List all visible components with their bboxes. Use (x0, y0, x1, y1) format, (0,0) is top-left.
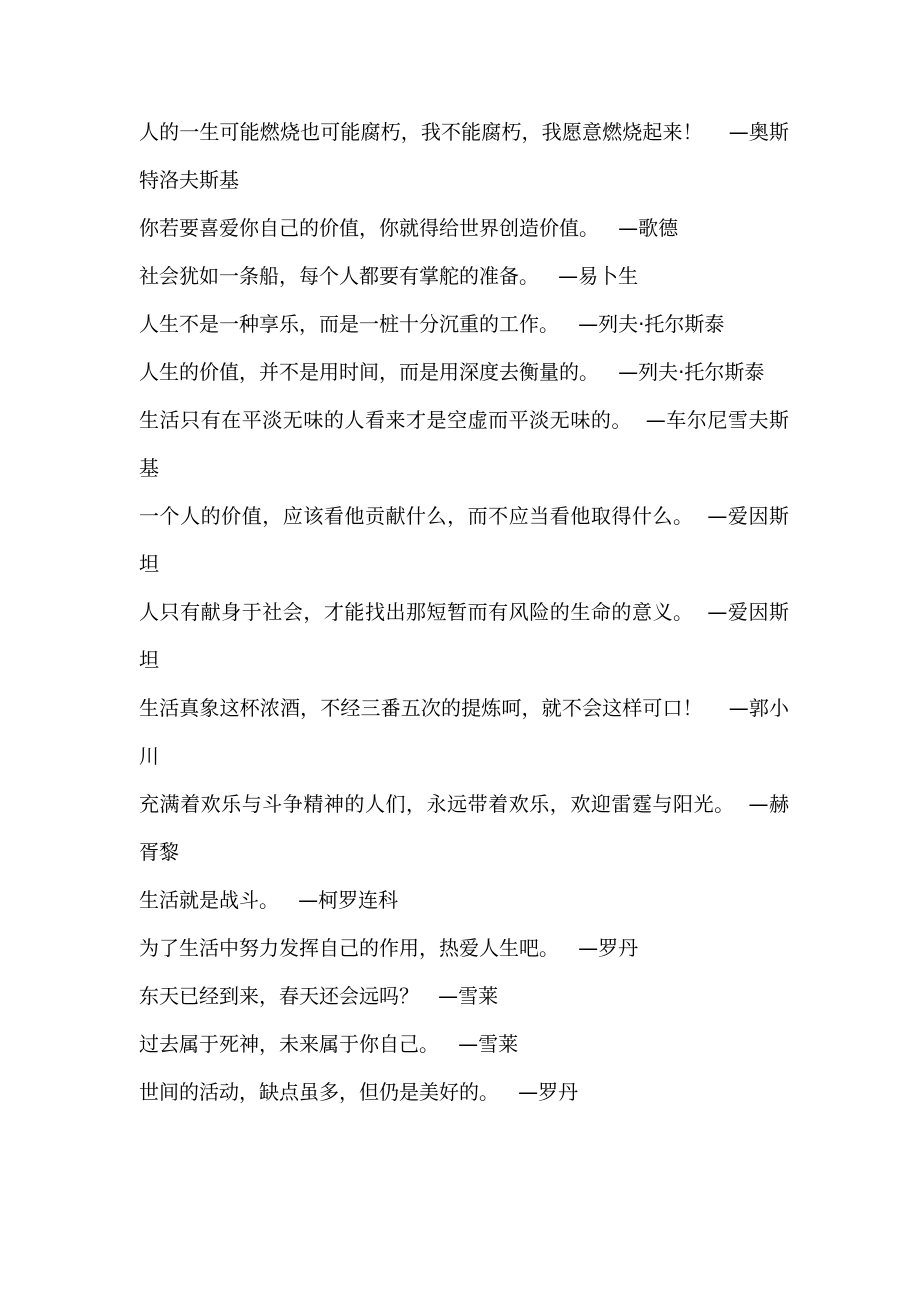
quote-separator (559, 312, 578, 336)
quote-author: —赫胥黎 (139, 792, 790, 864)
quote-separator (735, 792, 749, 816)
quote-text: 为了生活中努力发挥自己的作用，热爱人生吧。 (139, 936, 559, 960)
quote-separator (632, 408, 646, 432)
quote-item (139, 1020, 789, 1068)
quote-item (139, 252, 789, 300)
quote-author: —雪莱 (458, 1032, 519, 1056)
quote-item (139, 876, 789, 924)
quote-separator (419, 984, 438, 1008)
quote-text: 充满着欢乐与斗争精神的人们，永远带着欢乐，欢迎雷霆与阳光。 (139, 792, 735, 816)
quote-separator (499, 1080, 518, 1104)
quote-text: 东天已经到来，春天还会远吗？ (139, 984, 419, 1008)
quote-author: —易卜生 (558, 264, 639, 288)
quote-item (139, 348, 789, 396)
quote-item (139, 588, 789, 684)
quote-item (139, 204, 789, 252)
quote-separator (703, 696, 729, 720)
quote-item (139, 492, 789, 588)
quote-author: —柯罗连科 (298, 888, 399, 912)
quote-list (139, 108, 789, 1116)
quote-separator (694, 504, 708, 528)
quote-text: 一个人的价值，应该看他贡献什么，而不应当看他取得什么。 (139, 504, 694, 528)
quote-author: —雪莱 (438, 984, 499, 1008)
quote-item (139, 108, 789, 204)
quote-text: 人只有献身于社会，才能找出那短暂而有风险的生命的意义。 (139, 600, 694, 624)
quote-text: 过去属于死神，未来属于你自己。 (139, 1032, 439, 1056)
quote-separator (439, 1032, 458, 1056)
quote-author: —列夫·托尔斯泰 (618, 360, 765, 384)
quote-separator (599, 360, 618, 384)
quote-item (139, 972, 789, 1020)
quote-separator (279, 888, 298, 912)
quote-text: 人生不是一种享乐，而是一桩十分沉重的工作。 (139, 312, 559, 336)
quote-separator (703, 120, 729, 144)
quote-text: 人生的价值，并不是用时间，而是用深度去衡量的。 (139, 360, 599, 384)
quote-author: —罗丹 (578, 936, 639, 960)
quote-separator (539, 264, 558, 288)
quote-text: 你若要喜爱你自己的价值，你就得给世界创造价值。 (139, 216, 599, 240)
quote-text: 生活只有在平淡无味的人看来才是空虚而平淡无味的。 (139, 408, 632, 432)
quote-text: 人的一生可能燃烧也可能腐朽，我不能腐朽，我愿意燃烧起来！ (139, 120, 703, 144)
quote-item (139, 1068, 789, 1116)
quote-separator (559, 936, 578, 960)
quote-author: —郭小川 (139, 696, 790, 768)
quote-item (139, 924, 789, 972)
quote-item (139, 684, 789, 780)
quote-text: 社会犹如一条船，每个人都要有掌舵的准备。 (139, 264, 539, 288)
quote-author: —歌德 (618, 216, 679, 240)
quote-text: 生活真象这杯浓酒，不经三番五次的提炼呵，就不会这样可口！ (139, 696, 703, 720)
quote-item (139, 396, 789, 492)
quote-author: —爱因斯坦 (139, 600, 790, 672)
quote-author: —车尔尼雪夫斯基 (139, 408, 790, 480)
quote-text: 生活就是战斗。 (139, 888, 279, 912)
quote-author: —列夫·托尔斯泰 (578, 312, 725, 336)
quote-text: 世间的活动，缺点虽多，但仍是美好的。 (139, 1080, 499, 1104)
quote-author: —罗丹 (518, 1080, 579, 1104)
quote-item (139, 780, 789, 876)
quote-author: —奥斯特洛夫斯基 (139, 120, 790, 192)
quote-separator (599, 216, 618, 240)
quote-author: —爱因斯坦 (139, 504, 790, 576)
quote-separator (694, 600, 708, 624)
quote-item (139, 300, 789, 348)
